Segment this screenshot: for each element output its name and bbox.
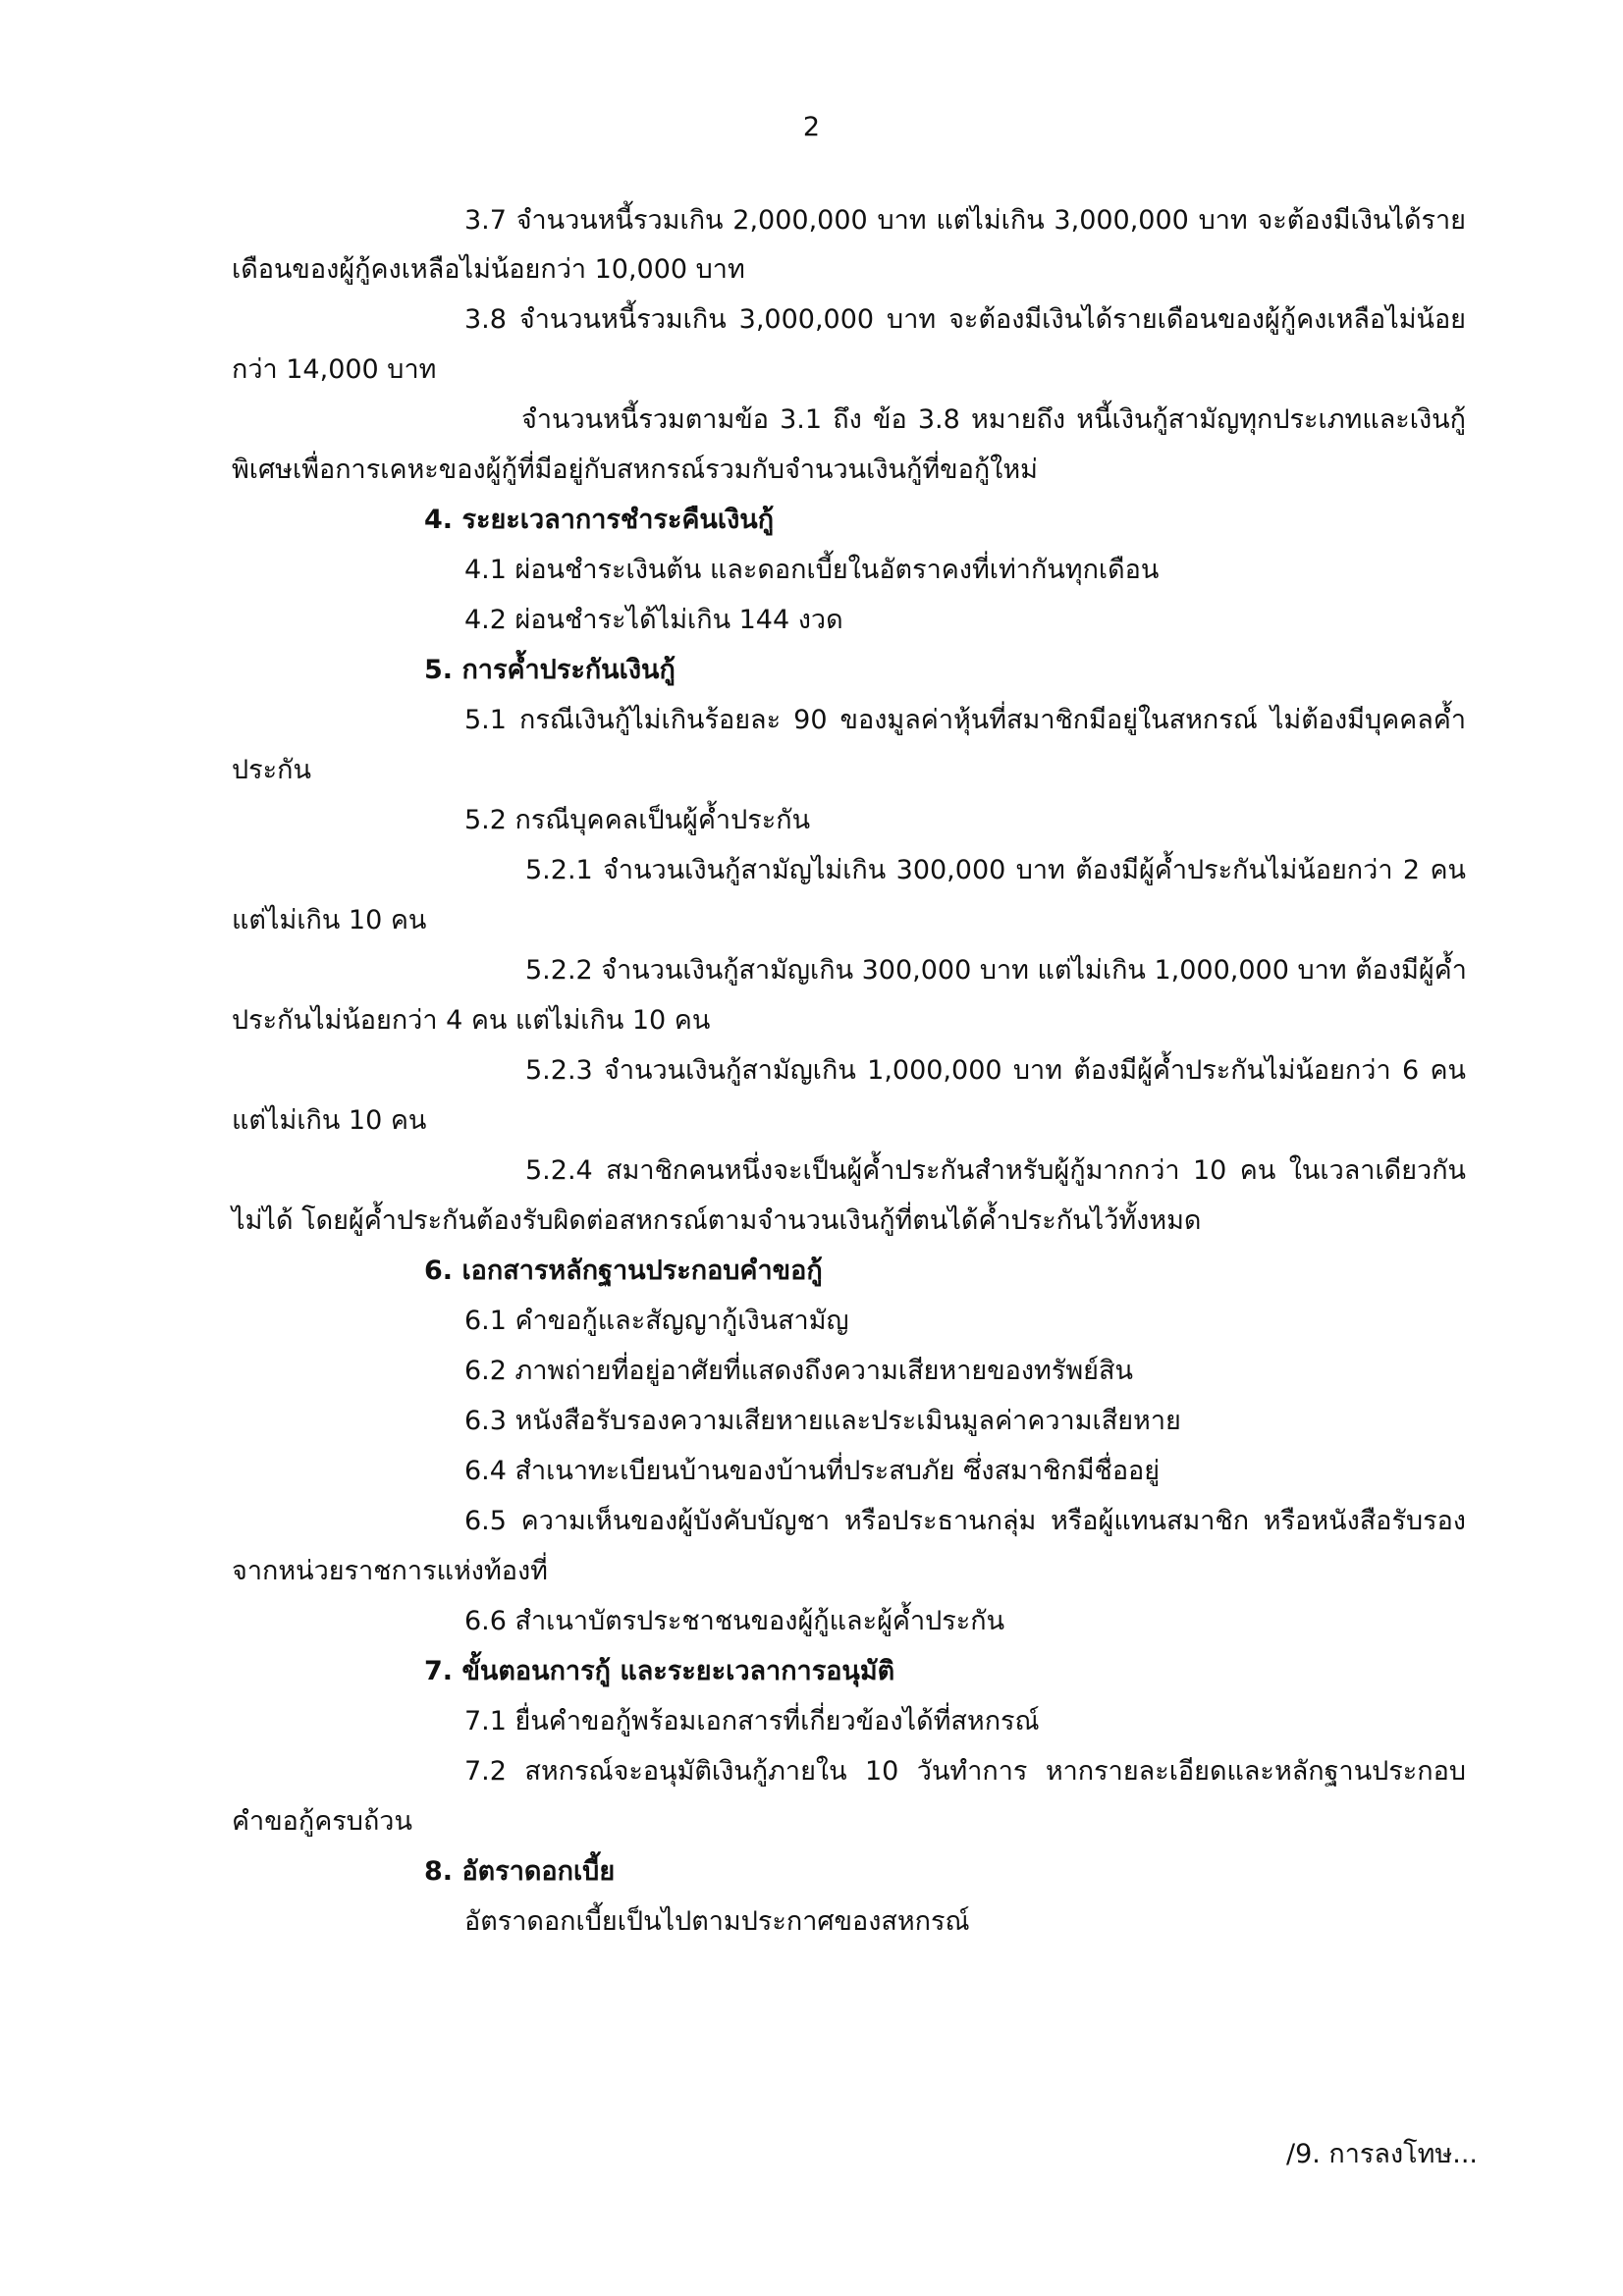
clause-3-8-line-2: กว่า 14,000 บาท	[232, 354, 437, 385]
clause-5-1-line-1: 5.1 กรณีเงินกู้ไม่เกินร้อยละ 90 ของมูลค่าหุ้นที่สมาชิกมีอยู่ในสหกรณ์ ไม่ต้องมีบุคคลค้ำ	[464, 705, 1466, 735]
section-5-heading: 5. การค้ำประกันเงินกู้	[424, 655, 676, 685]
clause-5-2-2-line-1: 5.2.2 จำนวนเงินกู้สามัญเกิน 300,000 บาท แต่ไม่เกิน 1,000,000 บาท ต้องมีผู้ค้ำ	[525, 955, 1467, 986]
clause-5-1-line-2: ประกัน	[232, 755, 311, 785]
clause-6-5-line-2: จากหน่วยราชการแห่งท้องที่	[232, 1556, 548, 1586]
clause-5-2-2-line-2: ประกันไม่น้อยกว่า 4 คน แต่ไม่เกิน 10 คน	[232, 1005, 711, 1036]
clause-7-1: 7.1 ยื่นคำขอกู้พร้อมเอกสารที่เกี่ยวข้องได้ที่สหกรณ์	[464, 1706, 1040, 1736]
debt-definition-line-2: พิเศษเพื่อการเคหะของผู้กู้ที่มีอยู่กับสหกรณ์รวมกับจำนวนเงินกู้ที่ขอกู้ใหม่	[232, 454, 1038, 485]
clause-3-7-line-2: เดือนของผู้กู้คงเหลือไม่น้อยกว่า 10,000 บาท	[232, 254, 745, 285]
clause-6-1: 6.1 คำขอกู้และสัญญากู้เงินสามัญ	[464, 1306, 849, 1336]
clause-3-7-line-1: 3.7 จำนวนหนี้รวมเกิน 2,000,000 บาท แต่ไม่เกิน 3,000,000 บาท จะต้องมีเงินได้ราย	[464, 205, 1466, 236]
clause-5-2-1-line-2: แต่ไม่เกิน 10 คน	[232, 905, 427, 935]
clause-5-2-4-line-1: 5.2.4 สมาชิกคนหนึ่งจะเป็นผู้ค้ำประกันสำหรับผู้กู้มากกว่า 10 คน ในเวลาเดียวกัน	[525, 1155, 1466, 1186]
clause-5-2-3-line-2: แต่ไม่เกิน 10 คน	[232, 1105, 427, 1136]
clause-4-2: 4.2 ผ่อนชำระได้ไม่เกิน 144 งวด	[464, 605, 843, 635]
clause-6-2: 6.2 ภาพถ่ายที่อยู่อาศัยที่แสดงถึงความเสียหายของทรัพย์สิน	[464, 1356, 1133, 1386]
clause-5-2-1-line-1: 5.2.1 จำนวนเงินกู้สามัญไม่เกิน 300,000 บาท ต้องมีผู้ค้ำประกันไม่น้อยกว่า 2 คน	[525, 855, 1466, 885]
clause-6-3: 6.3 หนังสือรับรองความเสียหายและประเมินมูลค่าความเสียหาย	[464, 1406, 1181, 1436]
clause-3-8-line-1: 3.8 จำนวนหนี้รวมเกิน 3,000,000 บาท จะต้องมีเงินได้รายเดือนของผู้กู้คงเหลือไม่น้อย	[464, 304, 1466, 335]
page-number: 2	[802, 112, 821, 142]
clause-7-2-line-1: 7.2 สหกรณ์จะอนุมัติเงินกู้ภายใน 10 วันทำการ หากรายละเอียดและหลักฐานประกอบ	[464, 1756, 1466, 1787]
continuation-note: /9. การลงโทษ...	[1285, 2139, 1478, 2169]
debt-definition-line-1: จำนวนหนี้รวมตามข้อ 3.1 ถึง ข้อ 3.8 หมายถึง หนี้เงินกู้สามัญทุกประเภทและเงินกู้	[521, 404, 1466, 435]
clause-6-5-line-1: 6.5 ความเห็นของผู้บังคับบัญชา หรือประธานกลุ่ม หรือผู้แทนสมาชิก หรือหนังสือรับรอง	[464, 1506, 1466, 1536]
section-7-heading: 7. ขั้นตอนการกู้ และระยะเวลาการอนุมัติ	[424, 1656, 895, 1686]
clause-5-2-3-line-1: 5.2.3 จำนวนเงินกู้สามัญเกิน 1,000,000 บาท ต้องมีผู้ค้ำประกันไม่น้อยกว่า 6 คน	[525, 1055, 1466, 1086]
section-4-heading: 4. ระยะเวลาการชำระคืนเงินกู้	[424, 505, 775, 535]
clause-5-2-4-line-2: ไม่ได้ โดยผู้ค้ำประกันต้องรับผิดต่อสหกรณ์ตามจำนวนเงินกู้ที่ตนได้ค้ำประกันไว้ทั้งหมด	[232, 1205, 1202, 1236]
clause-6-6: 6.6 สำเนาบัตรประชาชนของผู้กู้และผู้ค้ำประกัน	[464, 1606, 1005, 1636]
clause-6-4: 6.4 สำเนาทะเบียนบ้านของบ้านที่ประสบภัย ซึ่งสมาชิกมีชื่ออยู่	[464, 1456, 1161, 1486]
clause-4-1: 4.1 ผ่อนชำระเงินต้น และดอกเบี้ยในอัตราคงที่เท่ากันทุกเดือน	[464, 555, 1160, 585]
clause-7-2-line-2: คำขอกู้ครบถ้วน	[232, 1806, 412, 1837]
interest-rate-text: อัตราดอกเบี้ยเป็นไปตามประกาศของสหกรณ์	[464, 1906, 970, 1937]
clause-5-2: 5.2 กรณีบุคคลเป็นผู้ค้ำประกัน	[464, 805, 811, 835]
section-8-heading: 8. อัตราดอกเบี้ย	[424, 1856, 616, 1887]
section-6-heading: 6. เอกสารหลักฐานประกอบคำขอกู้	[424, 1255, 823, 1286]
